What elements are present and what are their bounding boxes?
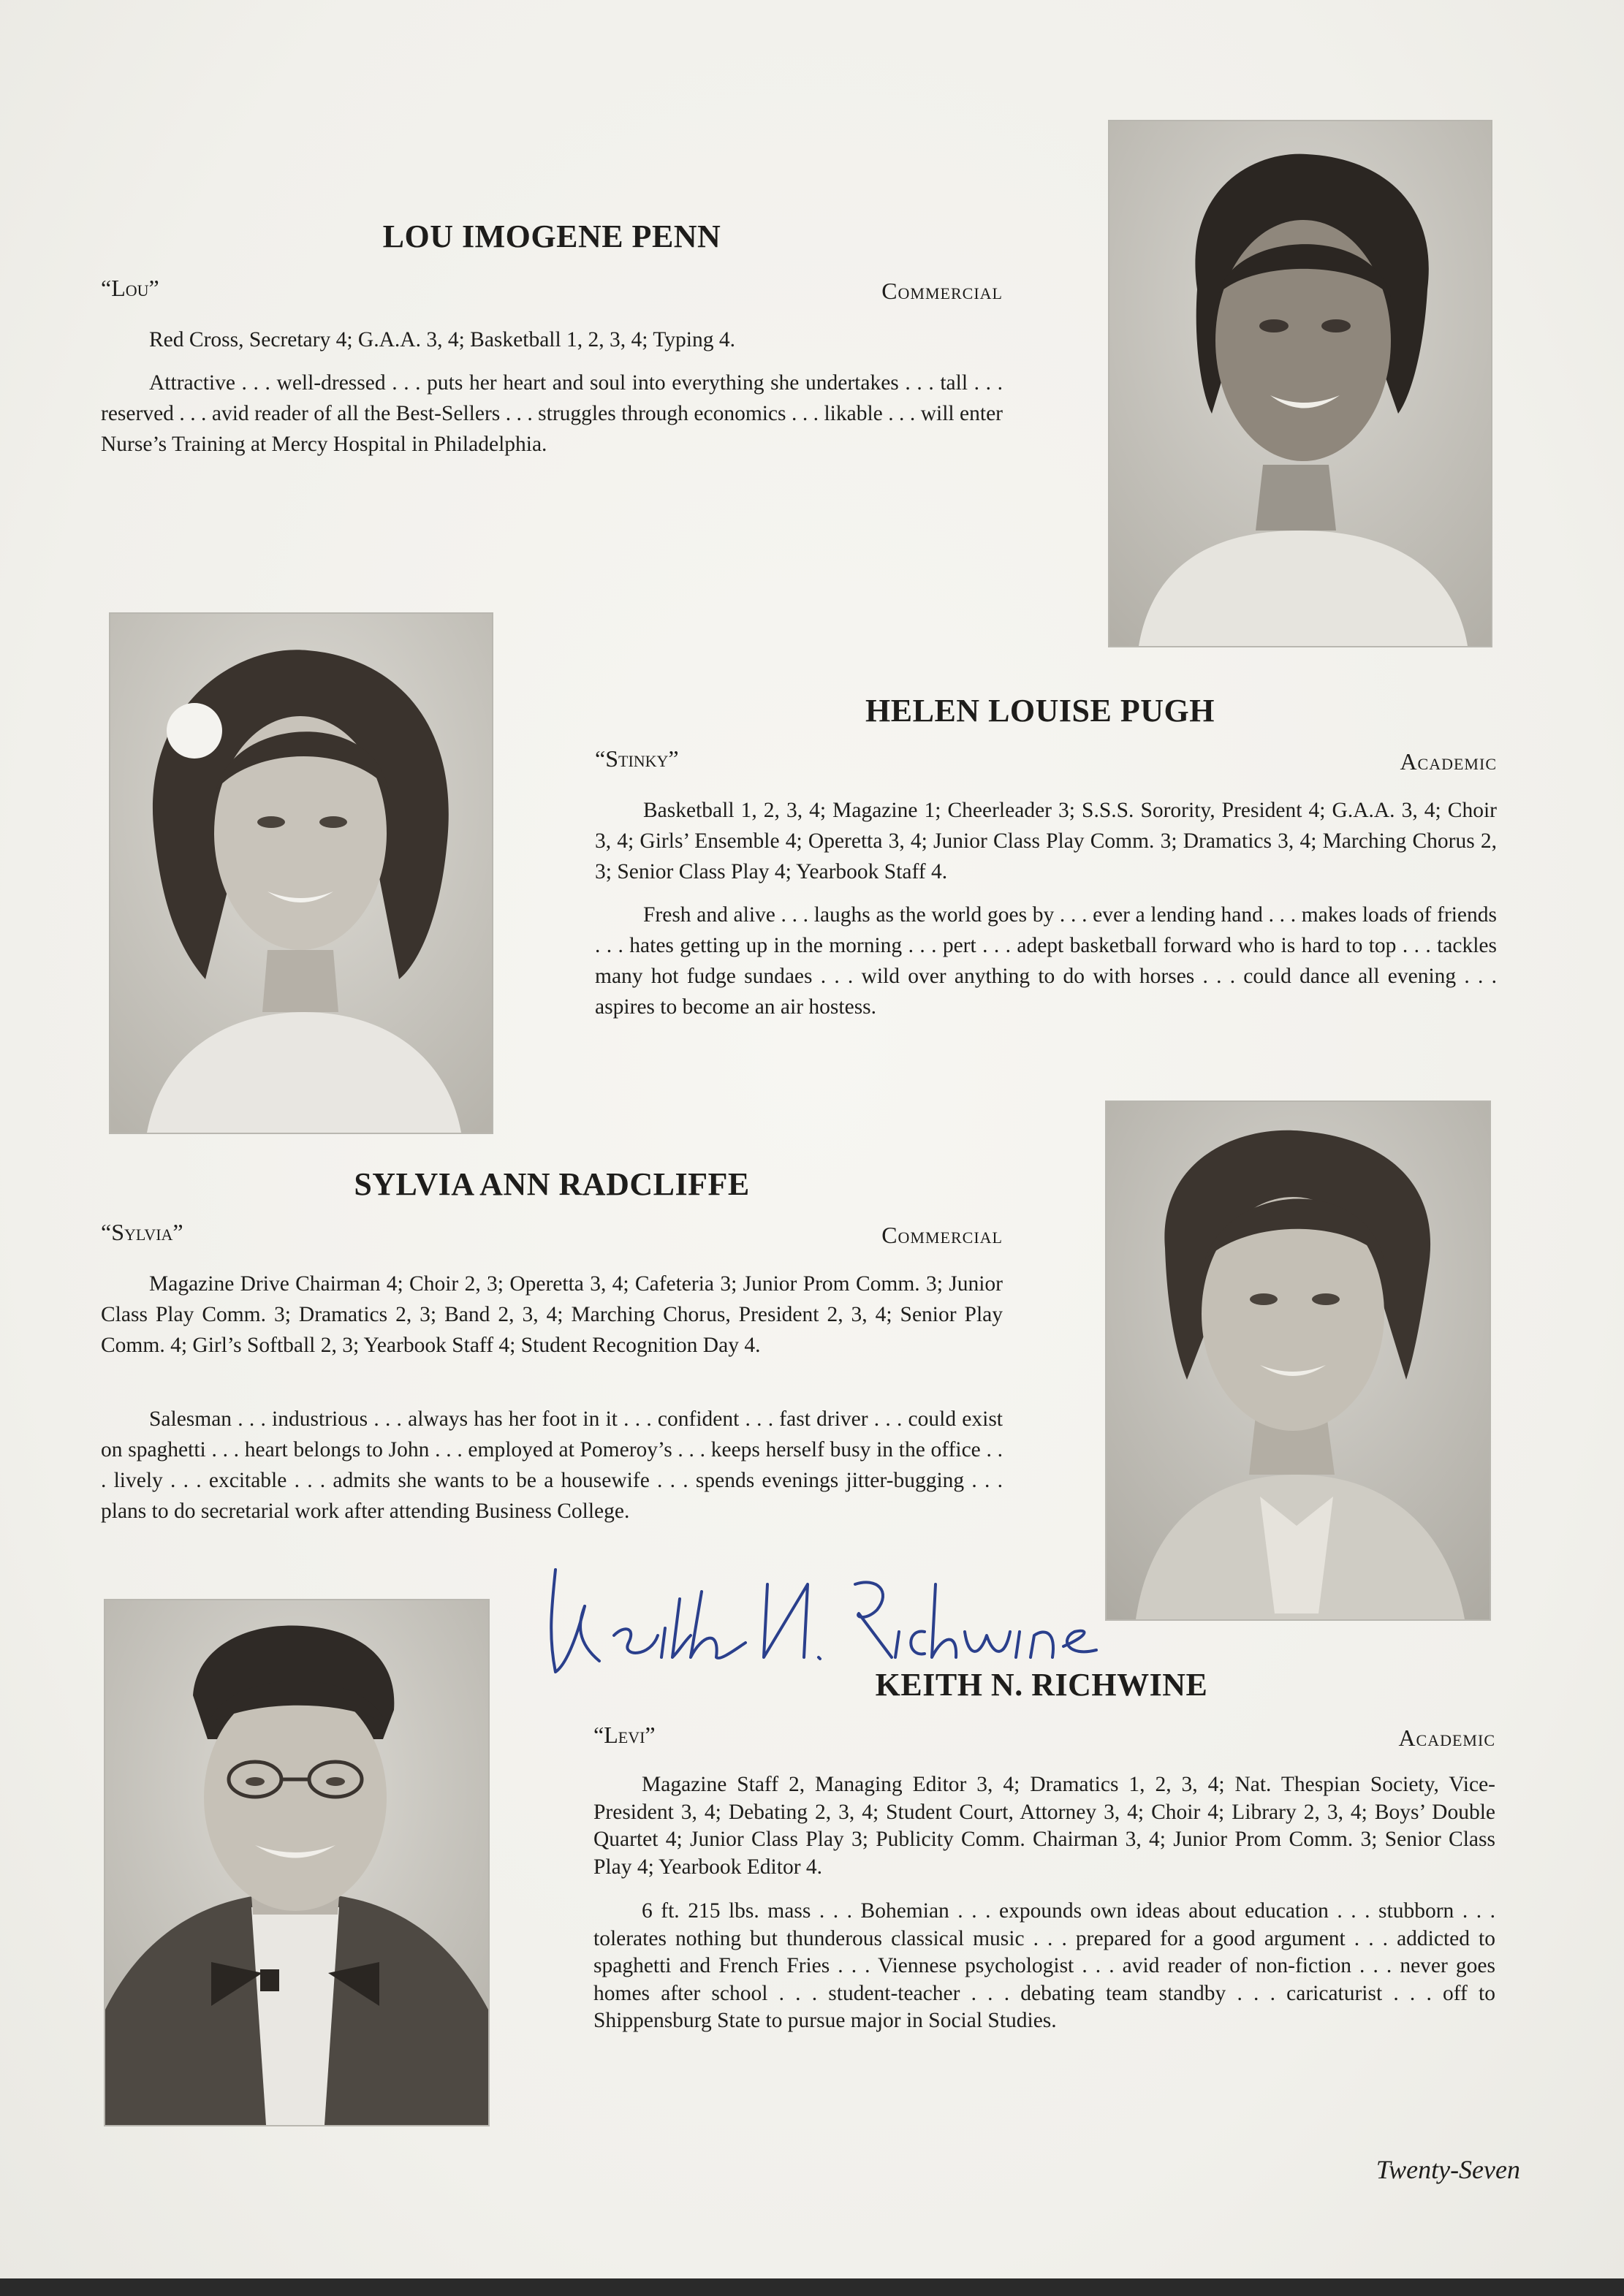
scan-edge — [0, 2278, 1624, 2296]
student-activities: Magazine Drive Chairman 4; Choir 2, 3; Operetta 3, 4; Cafeteria 3; Junior Prom Comm. 3; Junior Class Play Comm. 3; Dramatics 2, 3; Band 2, 3, 4; Marching Chorus, President 2, 3, 4; Senior Play Comm. 4; Girl’s Softball 2, 3; Yearbook Staff 4; Student Recognition Day 4. — [101, 1272, 1003, 1357]
portrait-photo-pugh — [109, 612, 493, 1134]
student-course: Academic — [1400, 748, 1497, 775]
student-name: HELEN LOUISE PUGH — [865, 693, 1215, 729]
portrait-photo-penn — [1108, 120, 1492, 647]
portrait-photo-radcliffe — [1105, 1101, 1491, 1621]
student-activities: Magazine Staff 2, Managing Editor 3, 4; Dramatics 1, 2, 3, 4; Nat. Thespian Society, Vice-President 3, 4; Debating 2, 3, 4; Student Court, Attorney 3, 4; Choir 4; Library 2, 3, 4; Boys’ Double Quartet 4; Junior Class Play 3; Publicity Comm. Chairman 3, 4; Junior Prom Comm. 3; Senior Class Play 4; Yearbook Editor 4. — [593, 1773, 1495, 1879]
student-activities: Basketball 1, 2, 3, 4; Magazine 1; Cheerleader 3; S.S.S. Sorority, President 4; G.A.A. 3, 4; Choir 3, 4; Girls’ Ensemble 4; Operetta 3, 4; Junior Class Play Comm. 3; Dramatics 3, 4; Marching Chorus 2, 3; Senior Class Play 4; Yearbook Staff 4. — [595, 799, 1497, 883]
student-course: Academic — [1398, 1725, 1495, 1751]
student-nickname: “Lou” — [101, 275, 159, 301]
student-description: Salesman . . . industrious . . . always has her foot in it . . . confident . . . fast driver . . . could exist on spaghetti . . . heart belongs to John . . . employed at Pomeroy’s . . . keeps herself busy in the office . . . lively . . . excitable . . . admits she wants to be a housewife . . . spends evenings jitter-bugging . . . plans to do secretarial work after attending Business College. — [101, 1407, 1003, 1523]
student-description: 6 ft. 215 lbs. mass . . . Bohemian . . . expounds own ideas about education . . . stubborn . . . tolerates nothing but thunderous classical music . . . prepared for a good argument . . . addicted to spaghetti and French Fries . . . Viennese psychologist . . . avid reader of non-fiction . . . never goes homes after school . . . student-teacher . . . debating team standby . . . caricaturist . . . off to Shippensburg State to pursue major in Social Studies. — [593, 1899, 1495, 2032]
student-nickname: “Stinky” — [595, 745, 679, 772]
page-number: Twenty-Seven — [1376, 2155, 1520, 2184]
student-description: Fresh and alive . . . laughs as the world goes by . . . ever a lending hand . . . makes loads of friends . . . hates getting up in the morning . . . pert . . . adept basketball forward who is hard to top . . . tackles many hot fudge sundaes . . . wild over anything to do with horses . . . could dance all evening . . . aspires to become an air hostess. — [595, 903, 1497, 1019]
student-course: Commercial — [881, 278, 1003, 304]
student-nickname: “Sylvia” — [101, 1219, 183, 1245]
student-activities: Red Cross, Secretary 4; G.A.A. 3, 4; Basketball 1, 2, 3, 4; Typing 4. — [149, 328, 736, 351]
portrait-photo-richwine — [104, 1599, 490, 2126]
student-course: Commercial — [881, 1222, 1003, 1248]
student-name: LOU IMOGENE PENN — [382, 218, 721, 254]
student-name: KEITH N. RICHWINE — [875, 1667, 1208, 1703]
student-nickname: “Levi” — [593, 1722, 656, 1748]
student-description: Attractive . . . well-dressed . . . puts her heart and soul into everything she undertakes . . . tall . . . reserved . . . avid reader of all the Best-Sellers . . . struggles through economics . . . likable . . . will enter Nurse’s Training at Mercy Hospital in Philadelphia. — [101, 371, 1003, 456]
student-name: SYLVIA ANN RADCLIFFE — [354, 1166, 750, 1202]
